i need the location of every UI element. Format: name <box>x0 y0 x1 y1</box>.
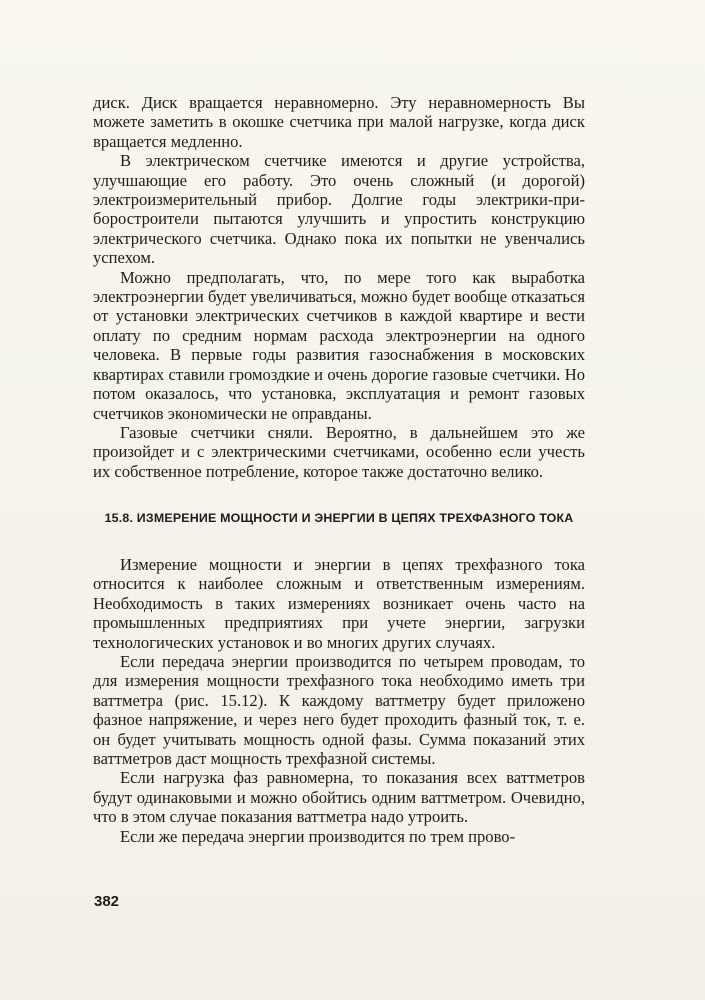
text-block-bottom <box>93 555 585 846</box>
paragraph: Если передача энергии производится по четырем проводам, то для измерения мощности трехфазного тока необходимо иметь три ваттметра (рис. 15.12). К каждому ваттметру будет приложено фазное напряжение, и через него будет проходить фазный ток, т. е. он будет учитывать мощность одной фазы. Сумма показаний этих ваттметров даст мощность трехфазной системы. <box>93 652 585 769</box>
section-heading: 15.8. ИЗМЕРЕНИЕ МОЩНОСТИ И ЭНЕРГИИ В ЦЕПЯХ ТРЕХФАЗНОГО ТОКА <box>104 511 574 525</box>
paragraph: В электрическом счетчике имеются и другие устройства, улучшающие его работу. Это очень сложный (и дорогой) электроизмерительный прибор. Долгие годы электрики-приборостроители пытаются улучшить и упростить конструкцию электрического счетчика. Однако пока их попытки не увенчались успехом. <box>93 151 585 268</box>
paragraph: Если нагрузка фаз равномерна, то показания всех ваттметров будут одинаковыми и можно обойтись одним ваттметром. Очевидно, что в этом случае показания ваттметра надо утроить. <box>93 768 585 827</box>
paragraph: Можно предполагать, что, по мере того как выработка электроэнергии будет увеличиваться, можно будет вообще отказаться от установки электрических счетчиков в каждой квартире и вести оплату по средним нормам расхода электроэнергии на одного человека. В первые годы развития газоснабжения в московских квартирах ставили громоздкие и очень дорогие газовые счетчики. Но потом оказалось, что установка, эксплуатация и ремонт газовых счетчиков экономически не оправданы. <box>93 267 585 423</box>
paragraph: диск. Диск вращается неравномерно. Эту неравномерность Вы можете заметить в окошке счетчика при малой нагрузке, когда диск вращается медленно. <box>93 93 585 151</box>
paragraph: Измерение мощности и энергии в цепях трехфазного тока относится к наиболее сложным и ответственным измерениям. Необходимость в таких измерениях возникает очень часто на промышленных предприятиях при учете энергии, загрузки технологических установок и во многих других случаях. <box>93 555 585 652</box>
paragraph: Газовые счетчики сняли. Вероятно, в дальнейшем это же произойдет и с электрическими счетчиками, особенно если учесть их собственное потребление, которое также достаточно велико. <box>93 422 585 481</box>
page-number: 382 <box>94 893 120 910</box>
text-block-top <box>93 93 585 481</box>
paragraph: Если же передача энергии производится по трем прово- <box>120 826 516 846</box>
